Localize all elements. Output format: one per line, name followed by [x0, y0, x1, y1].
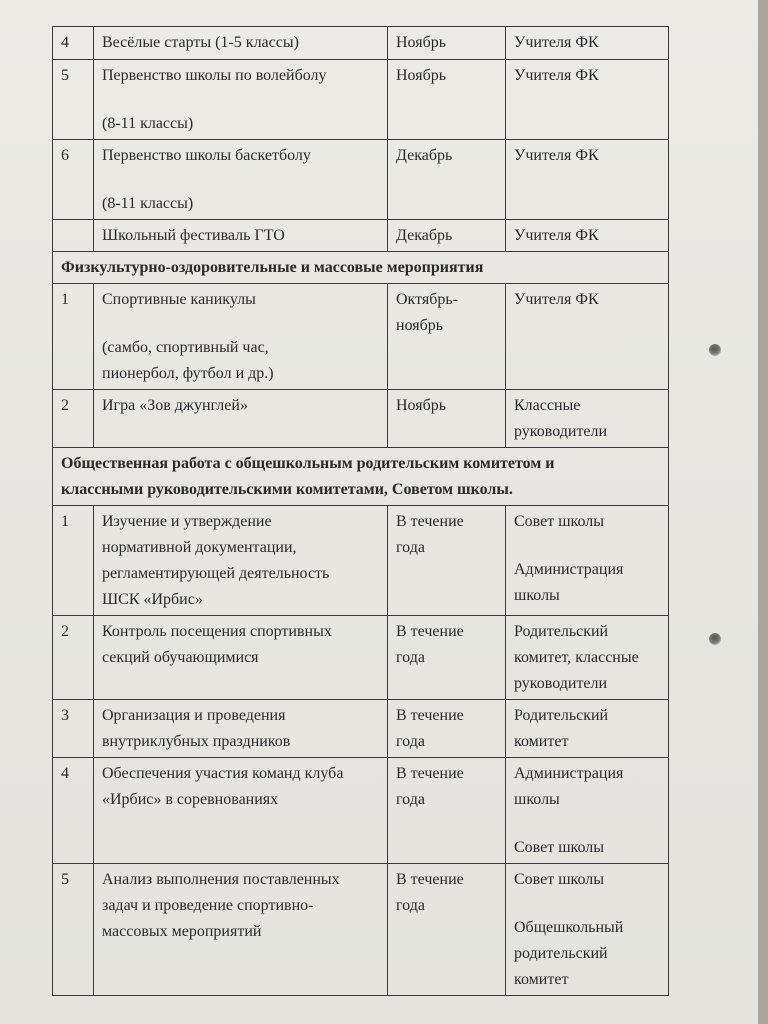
table-row	[53, 140, 669, 220]
event-date-line: года	[396, 897, 425, 914]
table-row	[53, 220, 669, 252]
event-date-line: Ноябрь	[396, 397, 447, 414]
event-responsible	[506, 506, 669, 616]
event-name-line: Школьный фестиваль ГТО	[102, 227, 285, 244]
row-number: 2	[53, 390, 94, 448]
event-name-line: Весёлые старты (1-5 классы)	[102, 34, 299, 51]
event-name	[94, 140, 388, 220]
event-name	[94, 616, 388, 700]
event-date	[388, 140, 506, 220]
event-date-line: В течение	[396, 871, 464, 888]
page-edge	[758, 0, 768, 1024]
event-name-line: (самбо, спортивный час,	[102, 339, 269, 356]
event-responsible-line: Учителя ФК	[514, 227, 599, 244]
event-responsible	[506, 140, 669, 220]
event-date	[388, 60, 506, 140]
binder-hole-bottom	[709, 633, 721, 645]
event-name-line: Обеспечения участия команд клуба	[102, 765, 344, 782]
event-responsible-line: руководители	[514, 423, 608, 440]
event-name-line: Первенство школы баскетболу	[102, 147, 311, 164]
event-name-line: Изучение и утверждение	[102, 513, 272, 530]
binder-hole-top	[709, 344, 721, 356]
event-responsible-line: Администрация	[514, 765, 624, 782]
event-responsible	[506, 390, 669, 448]
table-row	[53, 758, 669, 864]
event-responsible-line: комитет, классные	[514, 649, 639, 666]
event-responsible	[506, 700, 669, 758]
section-header-sport	[53, 252, 669, 284]
table-row	[53, 616, 669, 700]
event-responsible-line: комитет	[514, 971, 569, 988]
event-name-line: пионербол, футбол и др.)	[102, 365, 274, 382]
table-row	[53, 700, 669, 758]
section-title-line: классными руководительскими комитетами, Советом школы.	[61, 481, 513, 498]
event-responsible-line: Учителя ФК	[514, 147, 599, 164]
event-date	[388, 616, 506, 700]
events-table	[52, 26, 669, 996]
event-name-line: внутриклубных праздников	[102, 733, 291, 750]
row-number: 2	[53, 616, 94, 700]
event-date-line: года	[396, 733, 425, 750]
table-row	[53, 506, 669, 616]
event-date	[388, 506, 506, 616]
event-date-line: Ноябрь	[396, 34, 447, 51]
event-name	[94, 506, 388, 616]
event-date-line: Декабрь	[396, 227, 453, 244]
event-date-line: ноябрь	[396, 317, 444, 334]
event-date	[388, 864, 506, 996]
event-date-line: года	[396, 649, 425, 666]
section-header-public-work	[53, 448, 669, 506]
event-responsible-line: комитет	[514, 733, 569, 750]
event-name	[94, 700, 388, 758]
event-date-line: В течение	[396, 513, 464, 530]
event-responsible-line: Учителя ФК	[514, 34, 599, 51]
event-date-line: года	[396, 791, 425, 808]
event-date	[388, 27, 506, 60]
event-name-line: Организация и проведения	[102, 707, 286, 724]
row-number: 5	[53, 864, 94, 996]
event-name-line: Первенство школы по волейболу	[102, 67, 327, 84]
event-name-line: нормативной документации,	[102, 539, 297, 556]
event-responsible-line: Классные	[514, 397, 581, 414]
event-responsible-line: Родительский	[514, 707, 609, 724]
event-name	[94, 284, 388, 390]
event-responsible	[506, 284, 669, 390]
event-date	[388, 220, 506, 252]
event-responsible-line: Совет школы	[514, 839, 605, 856]
event-responsible-line: Совет школы	[514, 513, 605, 530]
table-row	[53, 60, 669, 140]
event-name-line: Спортивные каникулы	[102, 291, 256, 308]
event-name-line: секций обучающимися	[102, 649, 259, 666]
event-date	[388, 758, 506, 864]
event-name	[94, 60, 388, 140]
event-responsible-line: руководители	[514, 675, 608, 692]
event-responsible-line: Учителя ФК	[514, 291, 599, 308]
row-number: 5	[53, 60, 94, 140]
event-responsible	[506, 27, 669, 60]
section-title	[53, 252, 669, 284]
event-name	[94, 390, 388, 448]
table-row	[53, 284, 669, 390]
section-title	[53, 448, 669, 506]
event-responsible	[506, 220, 669, 252]
event-name	[94, 864, 388, 996]
table-row	[53, 27, 669, 60]
event-name-line: (8-11 классы)	[102, 115, 194, 132]
event-name-line: регламентирующей деятельность	[102, 565, 330, 582]
section-title-line: Физкультурно-оздоровительные и массовые мероприятия	[61, 259, 484, 276]
event-name	[94, 220, 388, 252]
event-date	[388, 700, 506, 758]
event-responsible-line: школы	[514, 791, 560, 808]
event-date-line: В течение	[396, 765, 464, 782]
row-number: 1	[53, 506, 94, 616]
event-responsible-line: Администрация	[514, 561, 624, 578]
event-responsible	[506, 616, 669, 700]
row-number: 1	[53, 284, 94, 390]
event-name-line: Контроль посещения спортивных	[102, 623, 332, 640]
event-name-line: «Ирбис» в соревнованиях	[102, 791, 279, 808]
event-date-line: Декабрь	[396, 147, 453, 164]
row-number: 4	[53, 27, 94, 60]
event-date	[388, 390, 506, 448]
event-responsible-line: Учителя ФК	[514, 67, 599, 84]
event-responsible	[506, 758, 669, 864]
table-row	[53, 390, 669, 448]
event-date-line: В течение	[396, 707, 464, 724]
event-name-line: Анализ выполнения поставленных	[102, 871, 340, 888]
row-number: 3	[53, 700, 94, 758]
section-title-line: Общественная работа с общешкольным родительским комитетом и	[61, 455, 555, 472]
event-date-line: Ноябрь	[396, 67, 447, 84]
event-date-line: В течение	[396, 623, 464, 640]
event-date	[388, 284, 506, 390]
event-name-line: массовых мероприятий	[102, 923, 262, 940]
event-date-line: года	[396, 539, 425, 556]
table-row	[53, 864, 669, 996]
event-responsible-line: школы	[514, 587, 560, 604]
event-date-line: Октябрь-	[396, 291, 459, 308]
event-name	[94, 758, 388, 864]
event-responsible-line: Общешкольный	[514, 919, 624, 936]
event-responsible-line: Родительский	[514, 623, 609, 640]
event-responsible	[506, 864, 669, 996]
event-name-line: задач и проведение спортивно-	[102, 897, 314, 914]
event-name-line: ШСК «Ирбис»	[102, 591, 203, 608]
event-name-line: (8-11 классы)	[102, 195, 194, 212]
event-responsible	[506, 60, 669, 140]
row-number: 6	[53, 140, 94, 220]
row-number	[53, 220, 94, 252]
row-number: 4	[53, 758, 94, 864]
event-name	[94, 27, 388, 60]
event-responsible-line: родительский	[514, 945, 608, 962]
event-name-line: Игра «Зов джунглей»	[102, 397, 248, 414]
event-responsible-line: Совет школы	[514, 871, 605, 888]
